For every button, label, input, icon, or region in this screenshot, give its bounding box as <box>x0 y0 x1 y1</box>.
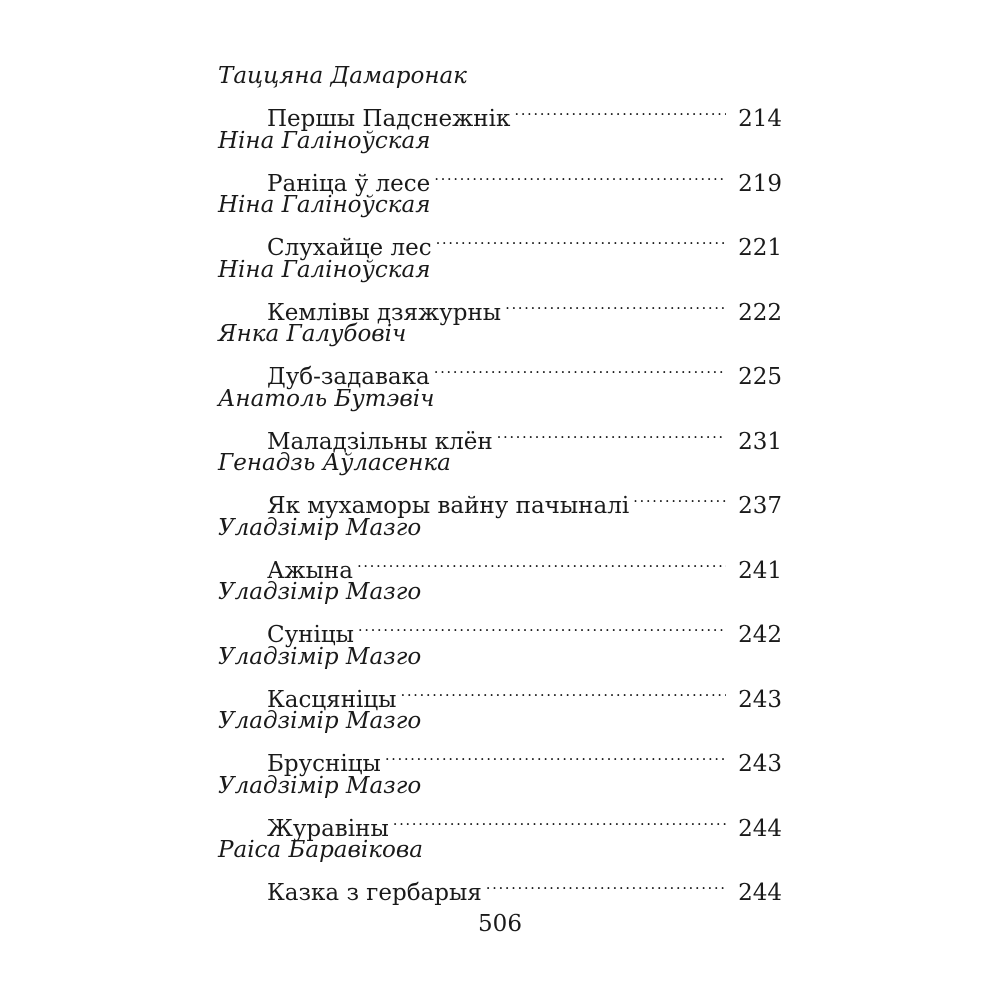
toc-entry <box>218 639 782 713</box>
page-number: 506 <box>478 911 522 937</box>
work-title: Ажына <box>267 557 353 584</box>
toc-line <box>267 542 782 584</box>
work-title: Кемлівы дзяжурны <box>267 299 502 326</box>
page-ref: 243 <box>738 751 782 777</box>
author-name: Янка Галубовіч <box>218 321 407 347</box>
author-name: Уладзімір Мазго <box>218 514 422 541</box>
toc-entry <box>218 703 782 777</box>
page-ref: 237 <box>738 493 782 519</box>
page-ref: 231 <box>738 428 782 455</box>
work-title: Першы Падснежнік <box>267 106 511 132</box>
author-name: Раіса Баравікова <box>218 837 423 863</box>
dot-leader <box>633 477 726 513</box>
toc-line <box>267 348 782 390</box>
author-name: Ніна Галіноўская <box>218 256 431 283</box>
toc-entry <box>218 58 782 132</box>
dot-leader <box>486 864 726 900</box>
toc-entry <box>218 252 782 326</box>
work-title: Касцяніцы <box>267 686 397 713</box>
dot-leader <box>505 284 726 320</box>
toc-line <box>267 800 782 842</box>
author-name: Уладзімір Мазго <box>218 579 422 605</box>
toc-line <box>267 284 782 326</box>
author-name: Уладзімір Мазго <box>218 643 422 670</box>
toc-line <box>267 606 782 648</box>
dot-leader <box>514 90 726 126</box>
page-ref: 242 <box>738 622 782 648</box>
author-name: Ніна Галіноўская <box>218 127 431 154</box>
dot-leader <box>434 348 726 384</box>
toc-line <box>267 219 782 261</box>
dot-leader <box>358 606 726 642</box>
page-ref: 244 <box>738 880 782 906</box>
page-ref: 244 <box>738 815 782 842</box>
author-name: Уладзімір Мазго <box>218 772 422 799</box>
table-of-contents <box>218 58 782 906</box>
dot-leader <box>393 800 726 836</box>
toc-entry <box>218 381 782 455</box>
work-title: Журавіны <box>267 815 389 842</box>
page-ref: 214 <box>738 106 782 132</box>
toc-entry <box>218 445 782 519</box>
work-title: Брусніцы <box>267 751 381 777</box>
toc-entry <box>218 123 782 197</box>
toc-line <box>267 155 782 197</box>
dot-leader <box>497 413 726 449</box>
toc-entry <box>218 574 782 648</box>
toc-entry <box>218 316 782 390</box>
toc-line <box>267 864 782 906</box>
work-title: Суніцы <box>267 622 354 648</box>
page-ref: 222 <box>738 299 782 326</box>
toc-entry <box>218 187 782 261</box>
dot-leader <box>357 542 726 578</box>
toc-line <box>267 735 782 777</box>
work-title: Слухайце лес <box>267 235 432 261</box>
toc-entry <box>218 832 782 906</box>
author-name: Анатоль Бутэвіч <box>218 385 435 412</box>
toc-entry <box>218 768 782 842</box>
work-title: Як мухаморы вайну пачыналі <box>267 493 630 519</box>
work-title: Раніца ў лесе <box>267 170 431 197</box>
work-title: Дуб-задавака <box>267 364 430 390</box>
dot-leader <box>434 155 726 191</box>
page-ref: 241 <box>738 557 782 584</box>
work-title: Маладзільны клён <box>267 428 493 455</box>
dot-leader <box>400 671 726 707</box>
toc-line <box>267 90 782 132</box>
toc-entry <box>218 510 782 584</box>
page-ref: 243 <box>738 686 782 713</box>
toc-line <box>267 477 782 519</box>
page-ref: 219 <box>738 170 782 197</box>
author-name: Уладзімір Мазго <box>218 708 422 734</box>
author-name: Ніна Галіноўская <box>218 192 431 218</box>
author-name: Таццяна Дамаронак <box>218 63 467 89</box>
dot-leader <box>436 219 727 255</box>
page-ref: 225 <box>738 364 782 390</box>
toc-line <box>267 671 782 713</box>
work-title: Казка з гербарыя <box>267 880 482 906</box>
toc-line <box>267 413 782 455</box>
page-ref: 221 <box>738 235 782 261</box>
author-name: Генадзь Аўласенка <box>218 450 451 476</box>
dot-leader <box>385 735 726 771</box>
